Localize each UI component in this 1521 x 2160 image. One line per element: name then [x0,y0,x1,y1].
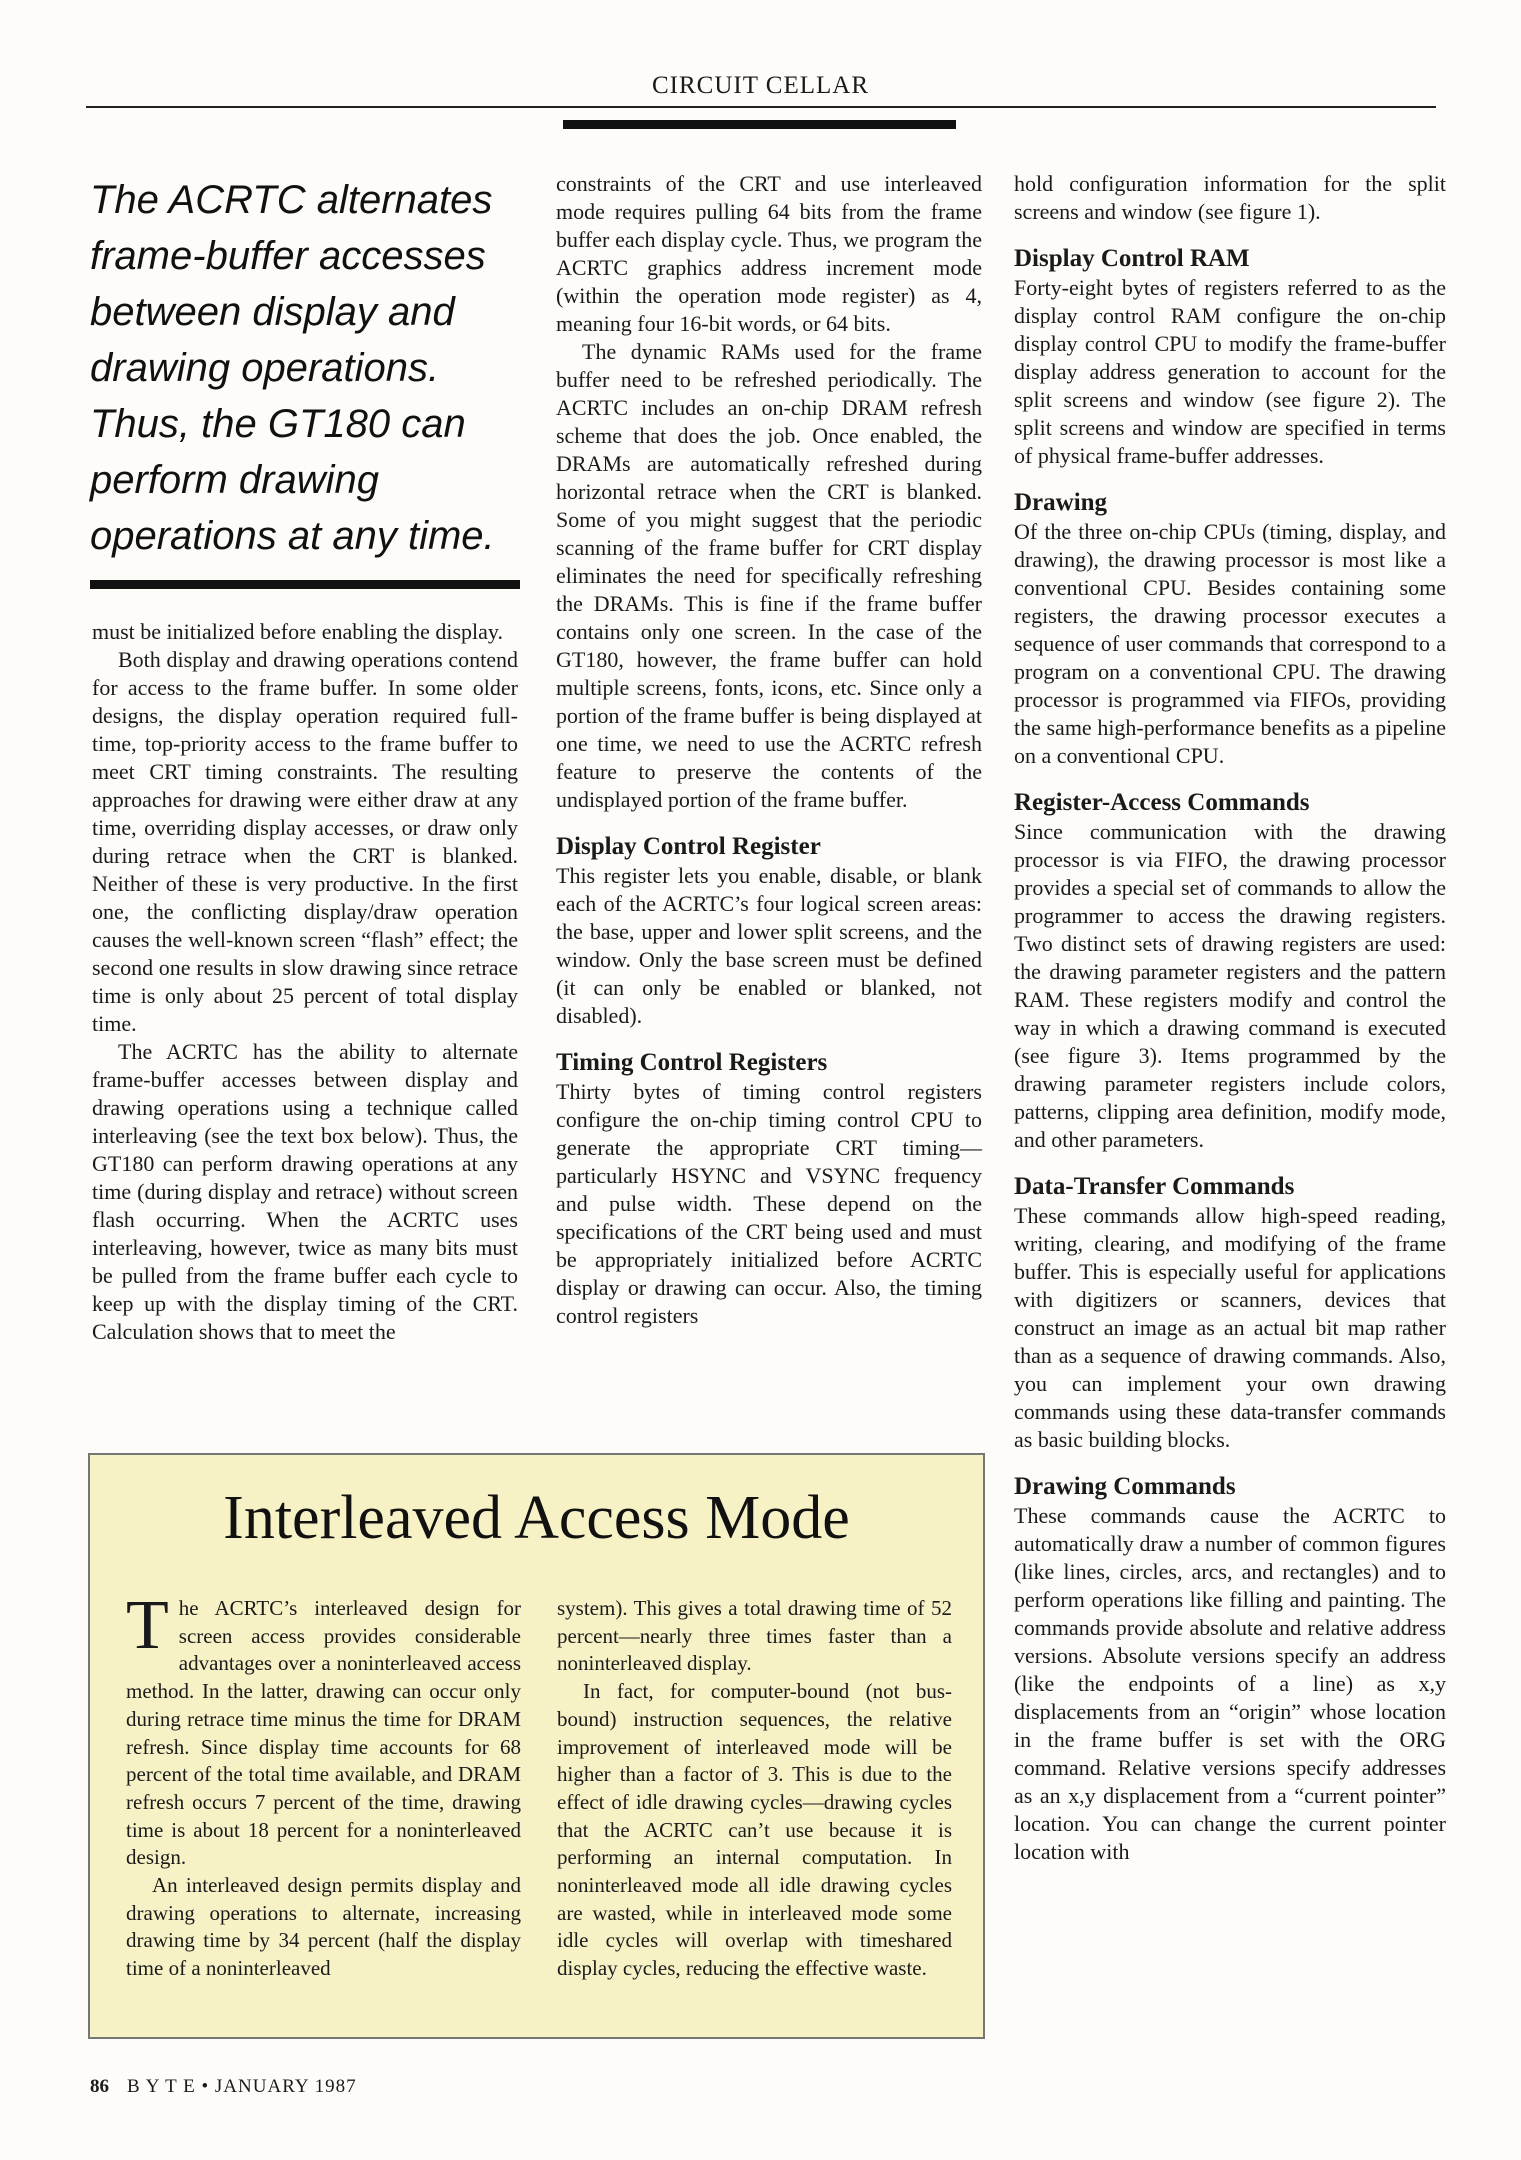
paragraph: system). This gives a total drawing time of 52 percent—nearly three times faster than a noninterleaved display. [557,1596,952,1676]
column-3 [1014,170,1446,1866]
paragraph: Of the three on-chip CPUs (timing, display, and drawing), the drawing processor is most like a conventional CPU. Besides containing some registers, the drawing processor executes a sequence of user commands that correspond to a program on a conventional CPU. The drawing processor is programmed via FIFOs, providing the same high-performance benefits as a pipeline on a conventional CPU. [1014,519,1446,768]
paragraph: In fact, for computer-bound (not bus-bound) instruction sequences, the relative improvement of interleaved mode will be higher than a factor of 3. This is due to the effect of idle drawing cycles—drawing cycles that the ACRTC can’t use because it is performing an internal computation. In noninterleaved mode all idle drawing cycles are wasted, while in interleaved mode some idle cycles will overlap with timeshared display cycles, reducing the effective waste. [557,1679,952,1981]
paragraph: he ACRTC’s interleaved design for screen access provides considerable advantages over a noninterleaved access method. In the latter, drawing can occur only during retrace time minus the time for DRAM refresh. Since display time accounts for 68 percent of the total time available, and DRAM refresh occurs 7 percent of the time, drawing time is about 18 percent for a noninterleaved design. [126,1596,521,1870]
paragraph: Both display and drawing operations contend for access to the frame buffer. In some older designs, the display operation required full-time, top-priority access to the frame buffer to meet CRT timing constraints. The resulting approaches for drawing were either draw at any time, overriding display accesses, or draw only during retrace when the CRT is blanked. Neither of these is very productive. In the first one, the conflicting display/draw operation causes the well-known screen “flash” effect; the second one results in slow drawing since retrace time is only about 25 percent of total display time. [92,647,518,1036]
column-2 [556,170,982,1330]
pull-quote [90,172,530,564]
drop-cap: T [126,1587,169,1664]
section-heading-drawing-commands: Drawing Commands [1014,1473,1236,1500]
page-footer [90,2076,357,2098]
paragraph: must be initialized before enabling the display. [92,619,503,644]
paragraph: hold configuration information for the split screens and window (see figure 1). [1014,171,1446,224]
pull-quote-line: between display and [90,290,455,334]
header-rule [86,106,1436,108]
section-heading-display-control-ram: Display Control RAM [1014,245,1250,272]
pull-quote-line: The ACRTC alternates [90,178,493,222]
paragraph: Since communication with the drawing processor is via FIFO, the drawing processor provides a special set of commands to allow the programmer to access the drawing registers. Two distinct sets of drawing registers are used: the drawing parameter registers and the pattern RAM. These registers modify and control the way in which a drawing command is executed (see figure 3). Items programmed by the drawing parameter registers include colors, patterns, clipping area definition, modify mode, and other parameters. [1014,819,1446,1152]
sidebar-column-1 [126,1587,521,1983]
section-heading-drawing: Drawing [1014,489,1108,516]
paragraph: The ACRTC has the ability to alternate frame-buffer accesses between display and drawing operations using a technique called interleaving (see the text box below). Thus, the GT180 can perform drawing operations at any time (during display and retrace) without screen flash occurring. When the ACRTC uses interleaving, however, twice as many bits must be pulled from the frame buffer each cycle to keep up with the display timing of the CRT. Calculation shows that to meet the [92,1039,518,1344]
paragraph: This register lets you enable, disable, or blank each of the ACRTC’s four logical screen areas: the base, upper and lower split screens, and the window. Only the base screen must be defined (it can only be enabled or blanked, not disabled). [556,863,982,1028]
pull-quote-bar [90,580,520,589]
pull-quote-line: Thus, the GT180 can [90,402,466,446]
paragraph: Forty-eight bytes of registers referred to as the display control RAM configure the on-chip display control CPU to modify the frame-buffer display address generation to account for the split screens and window (see figure 2). The split screens and window are specified in terms of physical frame-buffer addresses. [1014,275,1446,468]
pull-quote-line: frame-buffer accesses [90,234,486,278]
paragraph: constraints of the CRT and use interleaved mode requires pulling 64 bits from the frame buffer each display cycle. Thus, we program the ACRTC graphics address increment mode (within the operation mode register) as 4, meaning four 16-bit words, or 64 bits. [556,171,982,336]
paragraph: Thirty bytes of timing control registers configure the on-chip timing control CPU to generate the appropriate CRT timing—particularly HSYNC and VSYNC frequency and pulse width. These depend on the specifications of the CRT being used and must be appropriately initialized before ACRTC display or drawing can occur. Also, the timing control registers [556,1079,982,1328]
paragraph: These commands cause the ACRTC to automatically draw a number of common figures (like lines, circles, arcs, and rectangles) and to perform operations like filling and painting. The commands provide absolute and relative address versions. Absolute versions specify an address (like the endpoints of a line) as x,y displacements from an “origin” whose location in the frame buffer is set with the ORG command. Relative versions specify addresses as an x,y displacement from a “current pointer” location. You can change the current pointer location with [1014,1503,1446,1864]
column-1 [92,618,518,1346]
pull-quote-line: drawing operations. [90,346,440,390]
section-heading-display-control-register: Display Control Register [556,833,821,860]
section-heading-timing-control-registers: Timing Control Registers [556,1049,828,1076]
sidebar-column-2 [557,1595,952,1983]
section-heading-register-access-commands: Register-Access Commands [1014,789,1310,816]
pull-quote-line: perform drawing [90,458,380,502]
paragraph: An interleaved design permits display and drawing operations to alternate, increasing drawing time by 34 percent (half the display time of a noninterleaved [126,1873,521,1981]
paragraph: The dynamic RAMs used for the frame buffer need to be refreshed periodically. The ACRTC includes an on-chip DRAM refresh scheme that does the job. Once enabled, the DRAMs are automatically refreshed during horizontal retrace when the CRT is blanked. Some of you might suggest that the periodic scanning of the frame buffer for CRT display eliminates the need for specifically refreshing the DRAMs. This is fine if the frame buffer contains only one screen. In the case of the GT180, however, the frame buffer can hold multiple screens, fonts, icons, etc. Since only a portion of the frame buffer is being displayed at one time, we need to use the ACRTC refresh feature to preserve the contents of the undisplayed portion of the frame buffer. [556,339,982,812]
sidebar-title: Interleaved Access Mode [223,1484,850,1552]
page-number: 86 [90,2076,109,2097]
header-bar [563,120,956,129]
paragraph: These commands allow high-speed reading, writing, clearing, and modifying of the frame buffer. This is especially useful for applications with digitizers or scanners, devices that construct an image as an actual bit map rather than as a sequence of drawing commands. Also, you can implement your own drawing commands using these data-transfer commands as basic building blocks. [1014,1203,1446,1452]
magazine-issue: B Y T E • JANUARY 1987 [127,2076,357,2097]
section-header: CIRCUIT CELLAR [651,72,869,99]
pull-quote-line: operations at any time. [90,514,495,558]
sidebar-box [88,1453,985,2039]
section-heading-data-transfer-commands: Data-Transfer Commands [1014,1173,1295,1200]
